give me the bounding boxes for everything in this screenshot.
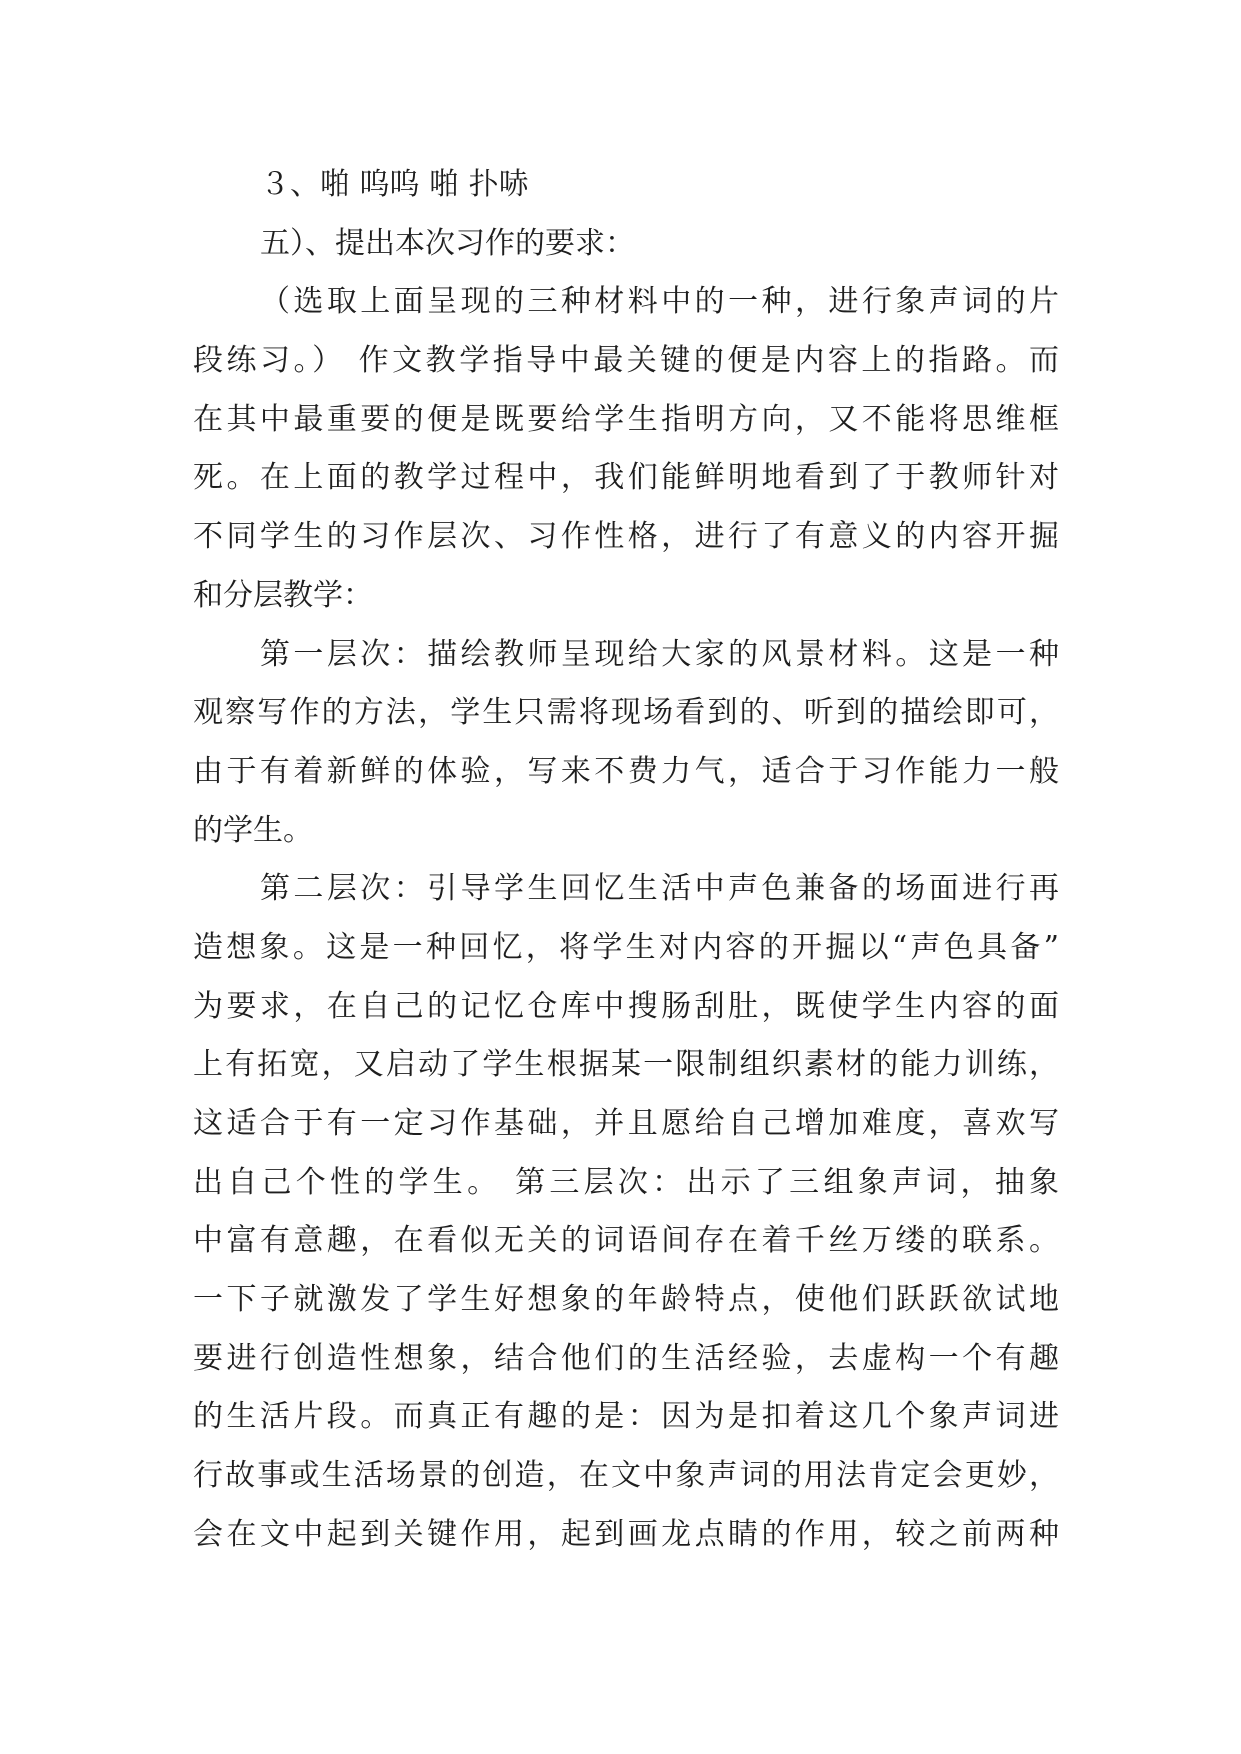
text-line: 第二层次：引导学生回忆生活中声色兼备的场面进行再 [260,871,1059,907]
text-line: 观察写作的方法，学生只需将现场看到的、听到的描绘即可， [193,695,1059,731]
text-line: 五）、提出本次习作的要求： [260,225,635,261]
text-line: 行故事或生活场景的创造，在文中象声词的用法肯定会更妙， [193,1458,1059,1494]
text-line: 第一层次：描绘教师呈现给大家的风景材料。这是一种 [260,636,1059,672]
text-line: 和分层教学： [193,577,373,613]
text-line: 为要求，在自己的记忆仓库中搜肠刮肚，既使学生内容的面 [193,988,1059,1024]
text-line: 一下子就激发了学生好想象的年龄特点，使他们跃跃欲试地 [193,1282,1059,1318]
text-line: 这适合于有一定习作基础，并且愿给自己增加难度，喜欢写 [193,1106,1059,1141]
text-line: 中富有意趣，在看似无关的词语间存在着千丝万缕的联系。 [193,1223,1059,1259]
text-line: 的学生。 [193,812,313,848]
text-line: 的生活片段。而真正有趣的是：因为是扣着这几个象声词进 [193,1399,1059,1435]
text-line: 死。在上面的教学过程中，我们能鲜明地看到了于教师针对 [193,460,1059,496]
text-line: 上有拓宽，又启动了学生根据某一限制组织素材的能力训练， [193,1047,1059,1083]
text-line: 由于有着新鲜的体验，写来不费力气，适合于习作能力一般 [193,753,1059,789]
text-line: 不同学生的习作层次、习作性格，进行了有意义的内容开掘 [193,519,1059,555]
text-line: 要进行创造性想象，结合他们的生活经验，去虚构一个有趣 [193,1340,1059,1376]
text-line: （选取上面呈现的三种材料中的一种，进行象声词的片 [260,284,1059,320]
text-line: 段练习。） 作文教学指导中最关键的便是内容上的指路。而 [193,343,1059,379]
body-text [193,156,1059,1565]
text-line: ３、啪 呜呜 啪 扑哧 [260,167,529,202]
text-line: 在其中最重要的便是既要给学生指明方向，又不能将思维框 [193,401,1059,437]
text-line: 出自己个性的学生。 第三层次：出示了三组象声词，抽象 [193,1164,1059,1200]
text-line: 会在文中起到关键作用，起到画龙点睛的作用，较之前两种 [193,1516,1059,1552]
text-line: 造想象。这是一种回忆，将学生对内容的开掘以“声色具备” [193,929,1059,965]
